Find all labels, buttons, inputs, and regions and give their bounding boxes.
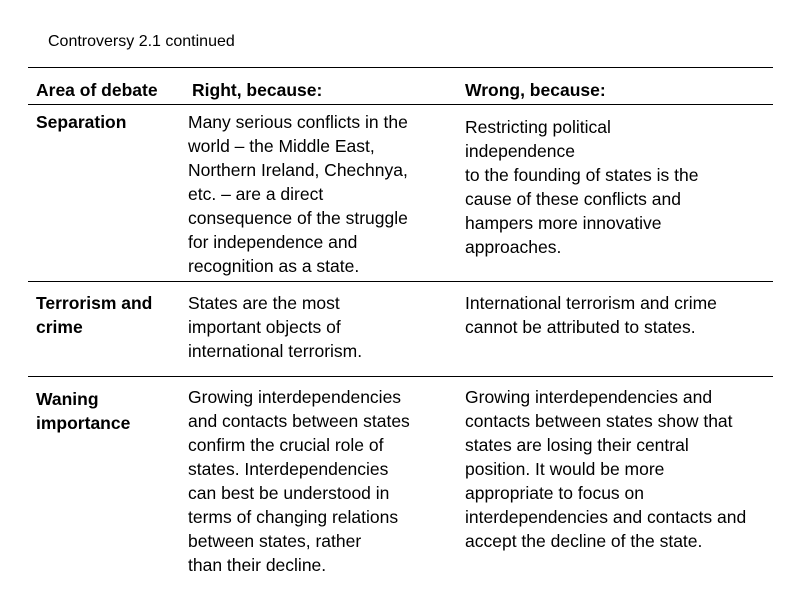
header-bottom-rule	[28, 104, 773, 105]
row-waning-right: Growing interdependencies and contacts between states confirm the crucial role of states. Interdependencies can best be understood in terms of changing relations between states, rather than their decline.	[188, 387, 410, 575]
row-terrorism-wrong: International terrorism and crime cannot be attributed to states.	[465, 293, 717, 337]
row-terrorism-area: Terrorism and crime	[36, 293, 153, 337]
table-top-rule	[28, 67, 773, 68]
header-area-of-debate: Area of debate	[36, 80, 158, 100]
row-terrorism-bottom-rule	[28, 376, 773, 377]
row-waning-wrong: Growing interdependencies and contacts between states show that states are losing their central position. It would be more appropriate to focus on interdependencies and contacts and accept the decline of the state.	[465, 387, 747, 551]
row-separation-wrong: Restricting political independence to the founding of states is the cause of these conflicts and hampers more innovative approaches.	[465, 117, 699, 257]
table-caption: Controversy 2.1 continued	[48, 33, 235, 50]
row-separation-bottom-rule	[28, 281, 773, 282]
row-separation-area: Separation	[36, 112, 127, 132]
header-wrong-because: Wrong, because:	[465, 80, 606, 100]
row-waning-area: Waning importance	[36, 389, 131, 433]
row-terrorism-right: States are the most important objects of international terrorism.	[188, 293, 363, 361]
row-separation-right: Many serious conflicts in the world – the Middle East, Northern Ireland, Chechnya, etc. – are a direct consequence of the struggle for independence and recognition as a state.	[188, 112, 408, 276]
header-right-because: Right, because:	[192, 80, 323, 100]
